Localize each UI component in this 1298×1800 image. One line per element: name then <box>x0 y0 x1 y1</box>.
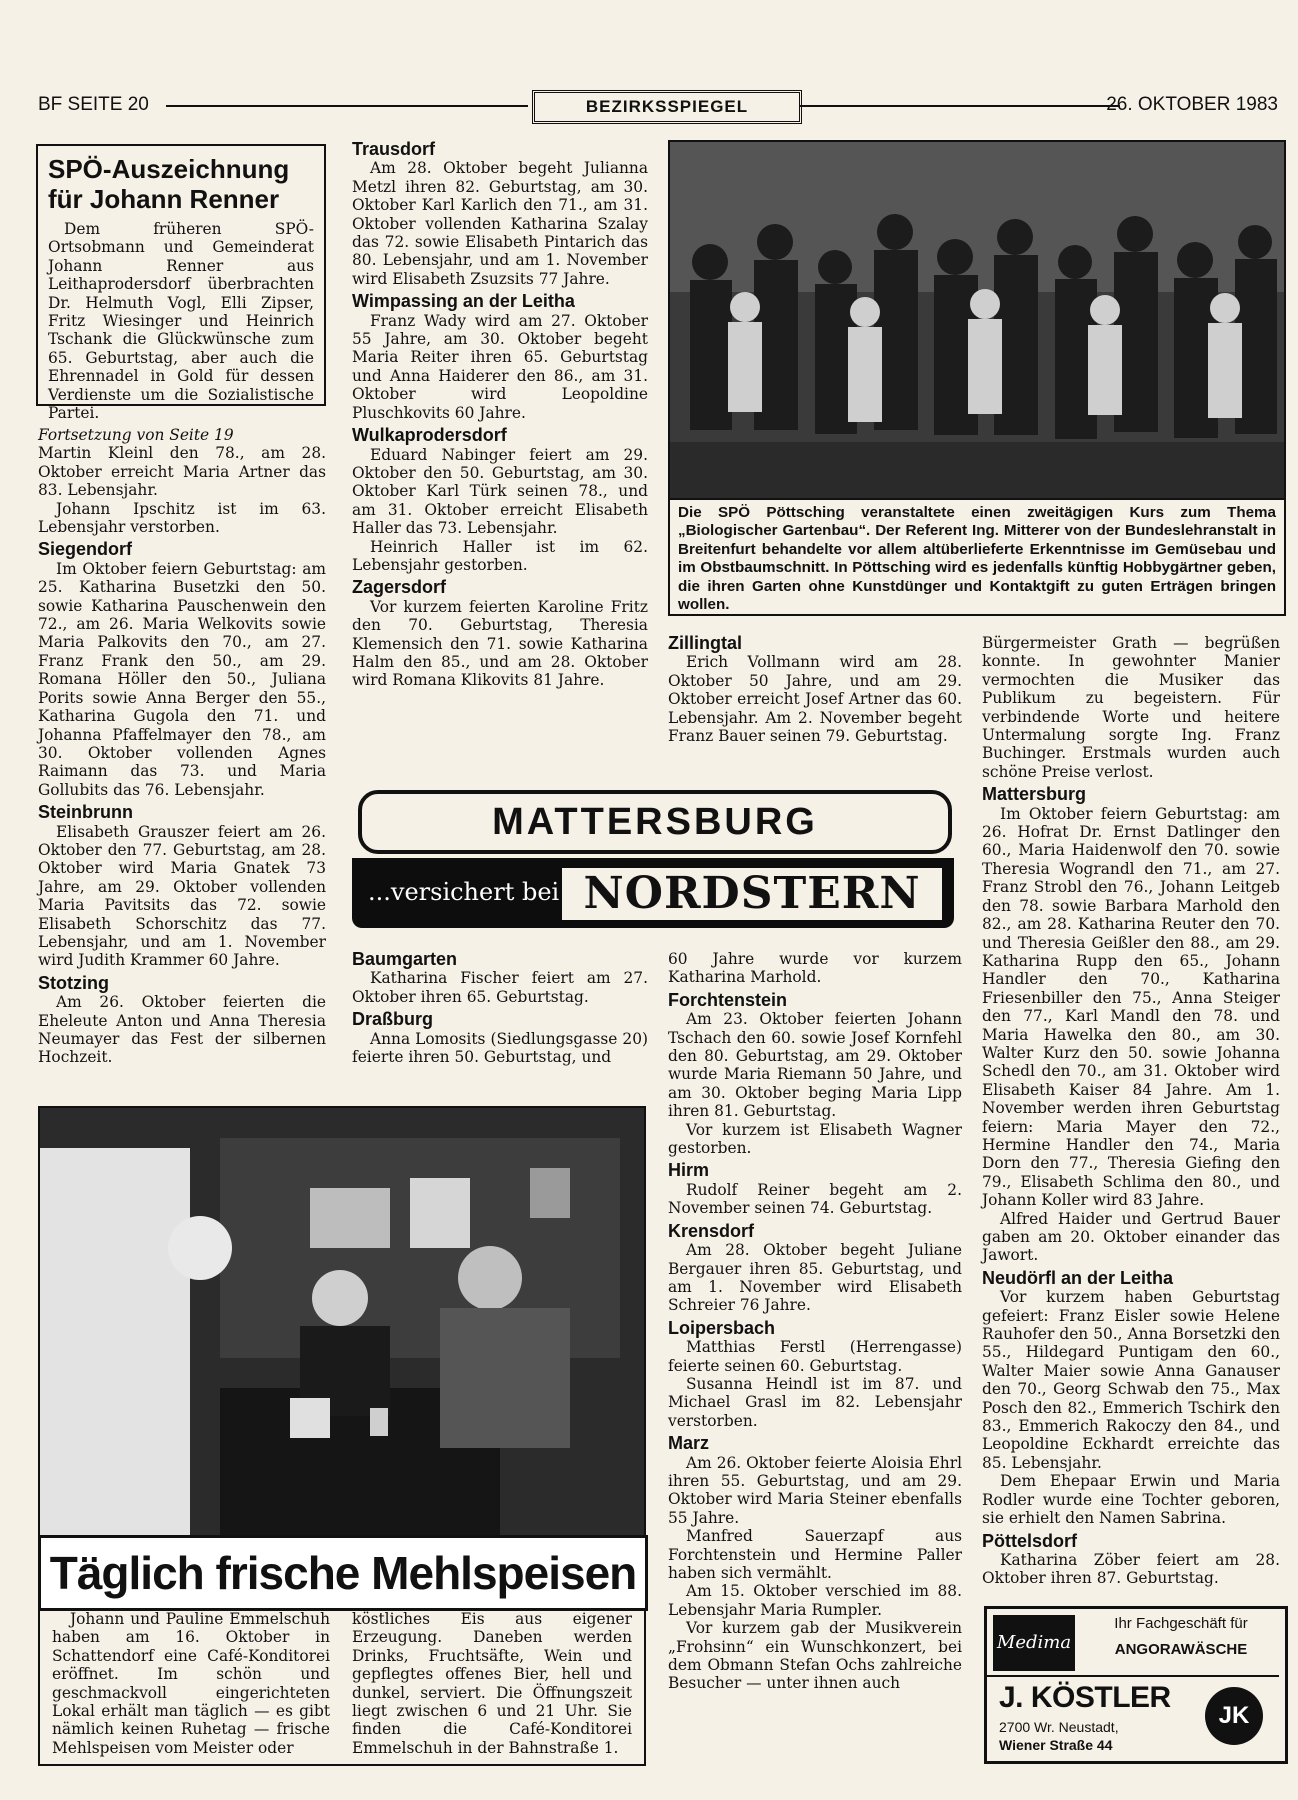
koestler-address-line2: Wiener Straße 44 <box>999 1737 1113 1753</box>
koestler-address-line1: 2700 Wr. Neustadt, <box>999 1719 1119 1735</box>
nordstern-ad-brand: NORDSTERN <box>562 868 942 920</box>
jk-badge-icon: JK <box>1205 1687 1263 1745</box>
nordstern-ad-banner <box>358 790 952 854</box>
mehlspeisen-headline: Täglich frische Mehlspeisen <box>38 1535 648 1611</box>
continuation-note: Fortsetzung von Seite 19 <box>38 426 234 444</box>
article-text: Am 28. Oktober begeht Juliane Bergauer ihren 85. Geburtstag, und am 1. November wird Elisabeth Schreier 76 Jahre. <box>668 1241 962 1315</box>
article-text: Vor kurzem feierten Karoline Fritz den 70. Geburtstag, Theresia Klemensich den 71. sowie Katharina Halm den 85., und am 28. Oktober wird Romana Klikovits 81 Jahre. <box>352 597 648 690</box>
issue-date: 26. OKTOBER 1983 <box>1106 94 1278 115</box>
article-text: Vor kurzem haben Geburtstag gefeiert: Franz Eisler sowie Helene Rauhofer den 50., Anna Borsetzki den 55., Hildegard Puntigam den 60., Walter Maier sowie Anna Ganauser den 70., Georg Schwab den 75., Max Posch den 82., Emmerich Tschirk den 83., Emmerich Rakoczy den 84., und Leopoldine Eckhardt erreichte das 85. Lebensjahr. <box>982 1288 1280 1472</box>
article-text: Am 26. Oktober feierten die Eheleute Anton und Anna Theresia Neumayer das Fest der silbernen Hochzeit. <box>38 993 326 1067</box>
article-text: Susanna Heindl ist im 87. und Michael Grasl im 82. Lebensjahr verstorben. <box>668 1374 962 1430</box>
group-photo <box>670 142 1284 498</box>
article-text: Matthias Ferstl (Herrengasse) feierte seinen 60. Geburtstag. <box>668 1338 962 1375</box>
heading-stotzing: Stotzing <box>38 972 109 993</box>
photo-caption: Die SPÖ Pöttsching veranstaltete einen zweitägigen Kurs zum Thema „Biologischer Gartenbau“. Der Referent Ing. Mitterer von der Bundeslehranstalt in Breitenfurt behandelte vor allem altüberlieferte Erkenntnisse im Gemüsebau und im Obstbaumschnitt. In Pöttsching wird es jedenfalls künftig Hobbygärtner geben, die ihren Garten ohne Kunstdünger und Kontaktgift zu guten Erträgen bringen wollen. <box>670 498 1284 616</box>
article-text: Im Oktober feiern Geburtstag: am 26. Hofrat Dr. Ernst Datlinger den 60., Maria Haidenwolf den 70. sowie Theresia Wograndl den 71., am 27. Franz Strobl den 76., Johann Leitgeb den 78. sowie Barbara Marhold den 82., am 28. Katharina Reuter den 70. und Theresia Geißler den 88., am 29. Katharina Rupp den 65., Johann Handler den 70., Katharina Friesenbiller den 75., Anna Steiger den 77., Karl Mandl den 78. und Maria Hawelka den 80., am 30. Walter Kurz den 50. sowie Johanna Schedl den 70., am 31. Oktober wird Elisabeth Kaiser 84 Jahre. Am 1. November werden ihren Geburtstag feiern: Maria Mayer den 72., Hermine Handler den 74., Maria Dorn den 77., Theresia Giefing den 79., Elisabeth Schlima den 80., und Johann Koller wird 83 Jahre. <box>982 804 1280 1210</box>
heading-zagersdorf: Zagersdorf <box>352 577 447 598</box>
heading-mattersburg: Mattersburg <box>982 784 1087 805</box>
heading-wimpassing: Wimpassing an der Leitha <box>352 291 575 312</box>
cafe-photo <box>38 1106 646 1540</box>
cafe-scene <box>40 1108 644 1538</box>
article-text: Heinrich Haller ist im 62. Lebensjahr gestorben. <box>352 537 648 574</box>
mehlspeisen-article <box>38 1608 646 1766</box>
page-number: BF SEITE 20 <box>38 94 149 115</box>
koestler-product: ANGORAWÄSCHE <box>1114 1641 1248 1658</box>
article-text: Am 28. Oktober begeht Julianna Metzl ihren 82. Geburtstag, am 30. Oktober Karl Karlich den 71., am 31. Oktober vollenden Katharina Szalay das 72. sowie Elisabeth Pintarich das 80. Lebensjahr, und am 1. November wird Elisabeth Zsuzsits 77 Jahre. <box>352 159 648 288</box>
heading-drassburg: Draßburg <box>352 1009 433 1030</box>
article-text: köstliches Eis aus eigener Erzeugung. Daneben werden Drinks, Fruchtsäfte, Wein und gepflegtes offenes Bier, hell und dunkel, serviert. Die Öffnungszeit liegt zwischen 6 und 21 Uhr. Sie finden die Café-Konditorei Emmelschuh in der Bahnstraße 1. <box>352 1610 632 1757</box>
mehlspeisen-text-right <box>352 1610 632 1757</box>
article-text: Johann Ipschitz ist im 63. Lebensjahr verstorben. <box>38 499 326 537</box>
garden-course-photo-box <box>668 140 1286 616</box>
heading-siegendorf: Siegendorf <box>38 539 133 560</box>
article-text: Rudolf Reiner begeht am 2. November seinen 74. Geburtstag. <box>668 1180 962 1218</box>
heading-marz: Marz <box>668 1433 710 1454</box>
nordstern-ad-strip <box>352 858 954 928</box>
masthead <box>38 92 1278 118</box>
nordstern-ad <box>352 786 954 932</box>
article-text: Katharina Fischer feiert am 27. Oktober ihren 65. Geburtstag. <box>352 969 648 1006</box>
spoe-award-box <box>36 144 326 423</box>
article-text: Eduard Nabinger feiert am 29. Oktober den 50. Geburtstag, am 30. Oktober Karl Türk seinen 78., und am 31. Oktober erreicht Elisabeth Haller das 73. Lebensjahr. <box>352 445 648 538</box>
heading-poettelsdorf: Pöttelsdorf <box>982 1530 1078 1551</box>
article-text: Manfred Sauerzapf aus Forchtenstein und Hermine Paller haben sich vermählt. <box>668 1527 962 1582</box>
column-1 <box>38 426 326 1067</box>
mehlspeisen-text-left <box>52 1610 330 1757</box>
heading-zillingtal: Zillingtal <box>668 633 742 653</box>
spoe-award-body: Dem früheren SPÖ-Ortsobmann und Gemeinderat Johann Renner aus Leithaprodersdorf überbrachten Dr. Helmuth Vogl, Elli Zipser, Fritz Wiesinger und Heinrich Tschank die Glückwünsche zum 65. Geburtstag, aber auch die Ehrennadel in Gold für dessen Verdienste um die Sozialistische Partei. <box>48 220 314 423</box>
rule-left <box>166 105 528 107</box>
heading-hirm: Hirm <box>668 1160 710 1181</box>
article-text: Bürgermeister Grath — begrüßen konnte. In gewohnter Manier vermochten die Musiker das Publikum zu begeistern. Für verbindende Worte und heitere Untermalung sorgte Ing. Franz Buchinger. Erstmals wurden auch schöne Preise verlost. <box>982 634 1280 781</box>
heading-forchtenstein: Forchtenstein <box>668 989 788 1010</box>
nordstern-ad-town: MATTERSBURG <box>492 801 818 843</box>
heading-trausdorf: Trausdorf <box>352 139 436 159</box>
heading-baumgarten: Baumgarten <box>352 949 458 969</box>
article-text: Erich Vollmann wird am 28. Oktober 50 Jahre, und am 29. Oktober erreicht Josef Artner das 60. Lebensjahr. Am 2. November begeht Franz Bauer seinen 79. Geburtstag. <box>668 653 962 746</box>
column-3-lower <box>668 950 962 1693</box>
heading-loipersbach: Loipersbach <box>668 1317 776 1338</box>
heading-wulkaprodersdorf: Wulkaprodersdorf <box>352 425 507 446</box>
article-text: Am 23. Oktober feierten Johann Tschach den 60. sowie Josef Kornfehl den 80. Geburtstag, am 29. Oktober wurde Maria Riemann 50 Jahre, und am 30. Oktober beging Maria Lipp ihren 81. Geburtstag. <box>668 1010 962 1121</box>
spoe-award-title: SPÖ-Auszeichnung für Johann Renner <box>48 154 290 214</box>
koestler-ad <box>984 1606 1288 1764</box>
column-3-upper <box>668 634 962 745</box>
article-text: Am 26. Oktober feierte Aloisia Ehrl ihren 55. Geburtstag, und am 29. Oktober wird Maria Steiner ebenfalls 55 Jahre. <box>668 1453 962 1527</box>
article-text: Martin Kleinl den 78., am 28. Oktober erreicht Maria Artner das 83. Lebensjahr. <box>38 444 326 500</box>
rule-right <box>800 105 1120 107</box>
article-text: Im Oktober feiern Geburtstag: am 25. Katharina Busetzki den 50. sowie Katharina Pauschenwein den 72., am 26. Maria Welkovits sowie Maria Palkovits den 70., am 27. Franz Frank den 50., am 29. Romana Höller den 50., Juliana Porits sowie Anna Berger den 55., Katharina Gugola den 71. und Johanna Pfaffelmayer den 78., am 30. Oktober vollenden Agnes Raimann das 73. und Maria Gollubits das 76. Lebensjahr. <box>38 559 326 799</box>
ad-divider <box>987 1675 1279 1677</box>
column-2 <box>352 140 648 690</box>
medima-logo: Medima <box>993 1615 1075 1671</box>
article-text: Vor kurzem gab der Musikverein „Frohsinn“ ein Wunschkonzert, bei dem Obmann Stefan Ochs zahlreiche Besucher — unter ihnen auch <box>668 1619 962 1693</box>
article-text: Katharina Zöber feiert am 28. Oktober ihren 87. Geburtstag. <box>982 1550 1280 1588</box>
article-text: Am 15. Oktober verschied im 88. Lebensjahr Maria Rumpler. <box>668 1582 962 1619</box>
column-2-lower <box>352 950 648 1066</box>
article-text: Johann und Pauline Emmelschuh haben am 16. Oktober in Schattendorf eine Café-Konditorei eröffnet. Im schön und geschmackvoll eingerichteten Lokal erhält man täglich — es gibt nämlich keinen Ruhetag — frische Mehlspeisen vom Meister oder <box>52 1610 330 1757</box>
heading-krensdorf: Krensdorf <box>668 1220 755 1241</box>
nordstern-ad-tagline: ...versichert bei <box>368 878 560 906</box>
article-text: Franz Wady wird am 27. Oktober 55 Jahre, am 30. Oktober begeht Maria Reiter ihren 65. Geburtstag und Anna Haiderer den 86., am 31. Oktober wird Leopoldine Pluschkovits 60 Jahre. <box>352 311 648 422</box>
heading-neudoerfl: Neudörfl an der Leitha <box>982 1267 1174 1288</box>
section-title: BEZIRKSSPIEGEL <box>532 90 802 124</box>
article-text: Alfred Haider und Gertrud Bauer gaben am 20. Oktober einander das Jawort. <box>982 1209 1280 1265</box>
article-text: Anna Lomosits (Siedlungsgasse 20) feierte ihren 50. Geburtstag, und <box>352 1029 648 1067</box>
article-text: Elisabeth Grauszer feiert am 26. Oktober den 77. Geburtstag, am 28. Oktober wird Maria Gnatek 73 Jahre, am 29. Oktober vollenden Maria Pavitsits das 72. sowie Elisabeth Schorschitz das 77. Lebensjahr, und am 1. November wird Judith Krammer 60 Jahre. <box>38 822 326 970</box>
koestler-tagline: Ihr Fachgeschäft für <box>1114 1615 1248 1632</box>
column-4 <box>982 634 1280 1588</box>
koestler-name: J. KÖSTLER <box>999 1681 1171 1714</box>
article-text: 60 Jahre wurde vor kurzem Katharina Marhold. <box>668 950 962 987</box>
heading-steinbrunn: Steinbrunn <box>38 802 133 823</box>
article-text: Dem Ehepaar Erwin und Maria Rodler wurde eine Tochter geboren, sie erhielt den Namen Sabrina. <box>982 1472 1280 1528</box>
article-text: Vor kurzem ist Elisabeth Wagner gestorben. <box>668 1120 962 1158</box>
